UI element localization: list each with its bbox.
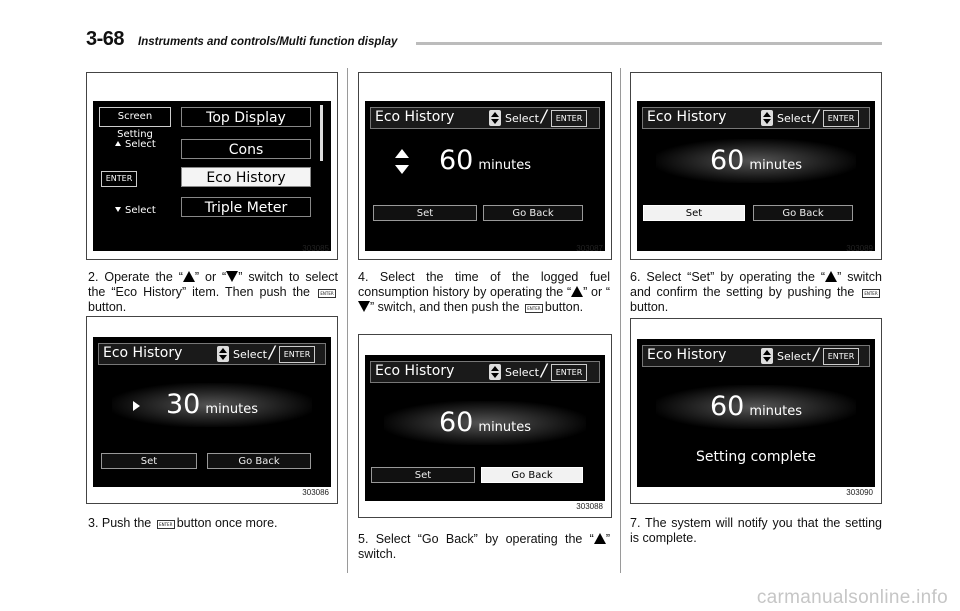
text-span: ” or “ [194,270,227,284]
text-span: minutes [478,158,532,173]
text-span: / [541,107,547,127]
text-span: Select [125,139,156,150]
up-arrow-icon [115,141,121,146]
select-up-label [115,139,156,150]
up-switch-icon [825,271,837,282]
text-span: / [541,361,547,381]
title-bar [98,343,326,365]
screen-title: Eco History [375,363,455,379]
text-span: 6. Select “Set” by operating the “ [630,270,826,284]
section-title: Instruments and controls/Multi function display [138,36,398,48]
enter-button-icon: ENTER [525,304,543,313]
value-readout [365,145,605,176]
title-bar [370,107,600,129]
up-switch-icon [594,533,606,544]
text-span: Select [125,205,156,216]
select-label: Select [233,348,267,361]
text-span: button. [88,300,127,314]
step-2-text [88,270,338,315]
figure-number: 303089 [846,244,873,253]
go-back-button[interactable]: Go Back [481,467,583,483]
down-switch-icon [226,271,238,282]
text-span: button. [544,300,584,314]
go-back-button[interactable]: Go Back [207,453,311,469]
figure-303089 [630,72,882,260]
title-bar [370,361,600,383]
text-span: 3. Push the [88,516,152,530]
text-span: 5. Select “Go Back” by operating the “ [358,532,594,546]
select-down-label [115,205,156,216]
value-readout [93,389,331,420]
figure-303088 [358,334,612,518]
text-span: minutes [749,404,803,419]
select-label: Select [777,350,811,363]
text-span: 60 [438,407,474,438]
text-span: 60 [438,145,474,176]
select-label: Select [777,112,811,125]
figure-number: 303087 [576,244,603,253]
value-readout [637,145,875,176]
setting-complete-message: Setting complete [696,449,816,465]
display-screen [637,339,875,487]
text-span: 60 [709,391,745,422]
step-6-text [630,270,882,315]
screen-title: Eco History [647,347,727,363]
screen-title: Eco History [375,109,455,125]
figure-303087 [358,72,612,260]
menu-item-eco-history[interactable]: Eco History [181,167,311,187]
up-switch-icon [183,271,195,282]
text-span: 4. Select the time of the logged fuel consumption history by operating the “ [358,270,610,299]
screen-setting-label: Screen Setting [99,107,171,127]
display-screen [93,101,331,251]
text-span: / [813,345,819,365]
text-span: 7. The system will notify you that the setting is complete. [630,516,882,545]
display-screen [93,337,331,487]
menu-item-top-display[interactable]: Top Display [181,107,311,127]
text-span: minutes [205,402,259,417]
select-label: Select [505,112,539,125]
select-label: Select [505,366,539,379]
text-span: minutes [749,158,803,173]
screen-title: Eco History [647,109,727,125]
figure-number: 303086 [302,488,329,497]
step-4-text [358,270,610,315]
text-span: 60 [709,145,745,176]
page-number: 3-68 [86,28,125,50]
step-3-text [88,516,338,531]
column-divider [347,68,348,573]
enter-label: ENTER [551,110,587,127]
text-span: / [269,343,275,363]
text-span: ” switch. [358,532,610,561]
updown-icon [761,348,773,364]
text-span: minutes [478,420,532,435]
display-screen [365,355,605,501]
menu-item-triple-meter[interactable]: Triple Meter [181,197,311,217]
column-divider [620,68,621,573]
set-button[interactable]: Set [101,453,197,469]
enter-label: ENTER [823,110,859,127]
text-span: button. [630,300,669,314]
updown-icon [489,364,501,380]
value-readout [365,407,605,438]
go-back-button[interactable]: Go Back [483,205,583,221]
display-screen [637,101,875,251]
enter-label: ENTER [279,346,315,363]
screen-title: Eco History [103,345,183,361]
down-arrow-icon [115,207,121,212]
enter-button-icon: ENTER [318,289,336,298]
text-span: ” or “ [583,285,611,299]
figure-303085 [86,72,338,260]
figure-303090 [630,318,882,504]
updown-icon [761,110,773,126]
text-span: / [813,107,819,127]
header-rule [416,42,882,45]
enter-button-icon: ENTER [157,520,175,529]
go-back-button[interactable]: Go Back [753,205,853,221]
down-switch-icon [358,301,370,312]
value-readout [637,391,875,422]
step-7-text [630,516,882,546]
set-button[interactable]: Set [373,205,477,221]
text-span: 30 [165,389,201,420]
set-button[interactable]: Set [643,205,745,221]
enter-button-icon: ENTER [862,289,880,298]
text-span: button once more. [176,516,278,530]
text-span: ” switch, and then push the [370,300,520,314]
step-5-text [358,532,610,562]
figure-number: 303085 [302,244,329,253]
set-button[interactable]: Set [371,467,475,483]
text-span: ” switch and confirm the setting by pushing the [630,270,882,299]
enter-label: ENTER [101,171,137,187]
page-header [86,30,882,52]
figure-number: 303088 [576,502,603,511]
up-switch-icon [571,286,583,297]
updown-icon [489,110,501,126]
updown-icon [217,346,229,362]
enter-label: ENTER [551,364,587,381]
title-bar [642,107,870,129]
scrollbar [320,105,323,161]
figure-303086 [86,316,338,504]
menu-item-cons[interactable]: Cons [181,139,311,159]
watermark: carmanualsonline.info [756,587,948,608]
text-span: 2. Operate the “ [88,270,183,284]
display-screen [365,101,605,251]
figure-number: 303090 [846,488,873,497]
title-bar [642,345,870,367]
text-span: ” switch to select the “Eco History” item. Then push the [88,270,338,299]
enter-label: ENTER [823,348,859,365]
